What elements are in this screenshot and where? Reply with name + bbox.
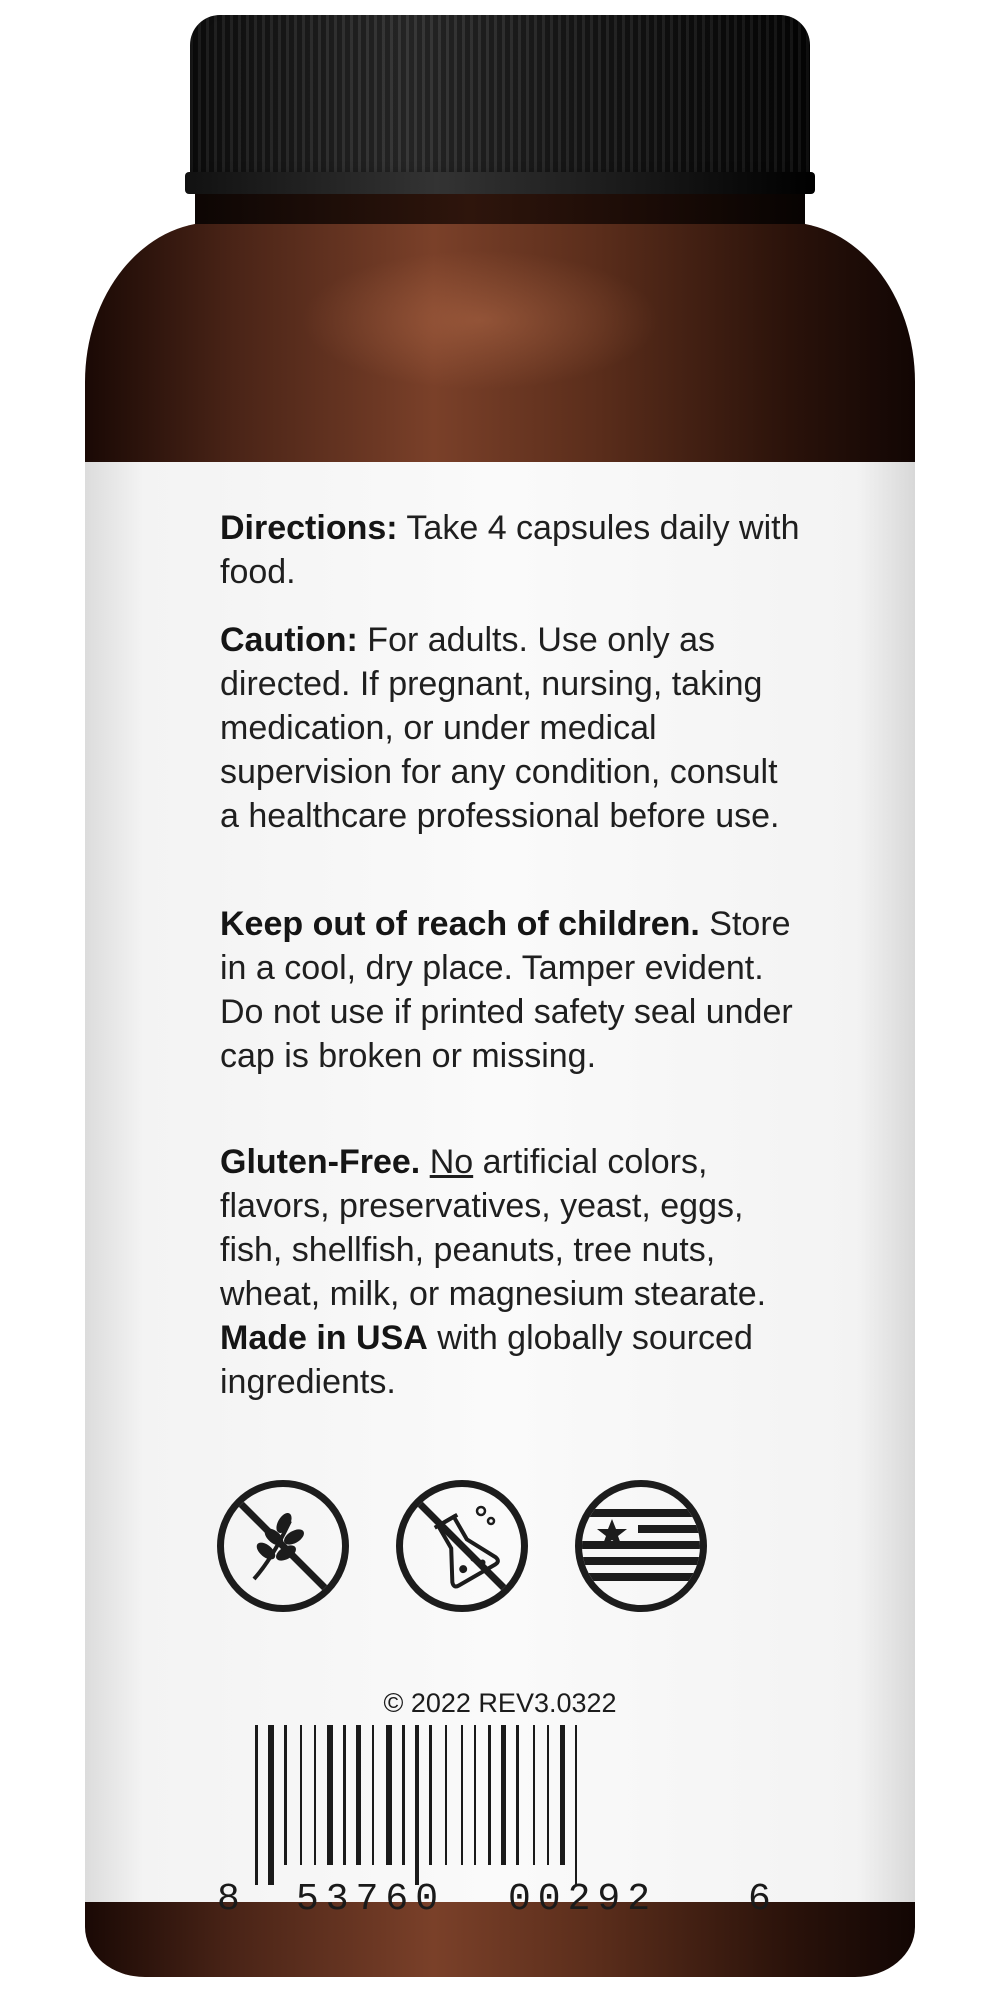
barcode-bar — [386, 1725, 392, 1865]
barcode-bar — [575, 1725, 577, 1885]
bottle-highlight — [300, 250, 660, 390]
allergen-no-word: No — [429, 1143, 474, 1181]
caution-heading: Caution: — [220, 621, 358, 659]
barcode-bar — [415, 1725, 419, 1885]
barcode-bar — [402, 1725, 405, 1865]
allergen-heading: Gluten-Free. — [220, 1143, 421, 1181]
directions-heading: Directions: — [220, 509, 398, 547]
barcode-bar — [533, 1725, 535, 1865]
storage-heading: Keep out of reach of children. — [220, 905, 700, 943]
allergen-text-b: with globally sourced ingredients. — [220, 1319, 753, 1401]
bottle-cap-rim — [185, 172, 815, 194]
barcode-bar — [343, 1725, 346, 1865]
barcode-digit-left: 8 — [217, 1878, 240, 1921]
barcode-digits-group-1: 53760 — [296, 1878, 446, 1921]
barcode-bar — [327, 1725, 333, 1865]
barcode-digits-group-2: 00292 — [508, 1878, 658, 1921]
barcode-bar — [445, 1725, 447, 1865]
barcode-bar — [429, 1725, 432, 1865]
no-chemicals-icon — [396, 1480, 528, 1612]
barcode-bar — [461, 1725, 463, 1865]
barcode-bar — [284, 1725, 287, 1865]
allergen-text-a: artificial colors, flavors, preservatives, yeast, eggs, fish, shellfish, peanuts, tree nuts, wheat, milk, or magnesium stearate. — [220, 1143, 767, 1313]
copyright-text: © 2022 REV3.0322 — [383, 1688, 617, 1718]
barcode-bar — [372, 1725, 374, 1865]
barcode-bar — [255, 1725, 258, 1885]
no-gluten-icon — [217, 1480, 349, 1612]
bottle-cap — [190, 15, 810, 190]
allergen-paragraph — [220, 1140, 800, 1404]
barcode-bar — [300, 1725, 302, 1865]
made-in-usa: Made in USA — [220, 1319, 428, 1357]
caution-paragraph — [220, 618, 800, 838]
barcode-bar — [356, 1725, 361, 1865]
barcode — [255, 1725, 735, 1885]
storage-text: Store in a cool, dry place. Tamper evident. Do not use if printed safety seal under cap is broken or missing. — [220, 905, 793, 1075]
bottle-neck — [195, 194, 805, 224]
barcode-bar — [488, 1725, 491, 1865]
directions-paragraph — [220, 506, 800, 594]
storage-paragraph — [220, 902, 800, 1078]
caution-text: For adults. Use only as directed. If pregnant, nursing, taking medication, or under medical supervision for any condition, consult a healthcare professional before use. — [220, 621, 780, 835]
barcode-bar — [268, 1725, 274, 1885]
barcode-bar — [501, 1725, 506, 1865]
directions-text: Take 4 capsules daily with food. — [220, 509, 800, 591]
barcode-bar — [560, 1725, 565, 1865]
barcode-bar — [314, 1725, 316, 1865]
barcode-bar — [516, 1725, 519, 1865]
usa-flag-icon — [575, 1480, 707, 1612]
barcode-bar — [547, 1725, 549, 1865]
barcode-bar — [474, 1725, 476, 1865]
barcode-digit-right: 6 — [748, 1878, 771, 1921]
